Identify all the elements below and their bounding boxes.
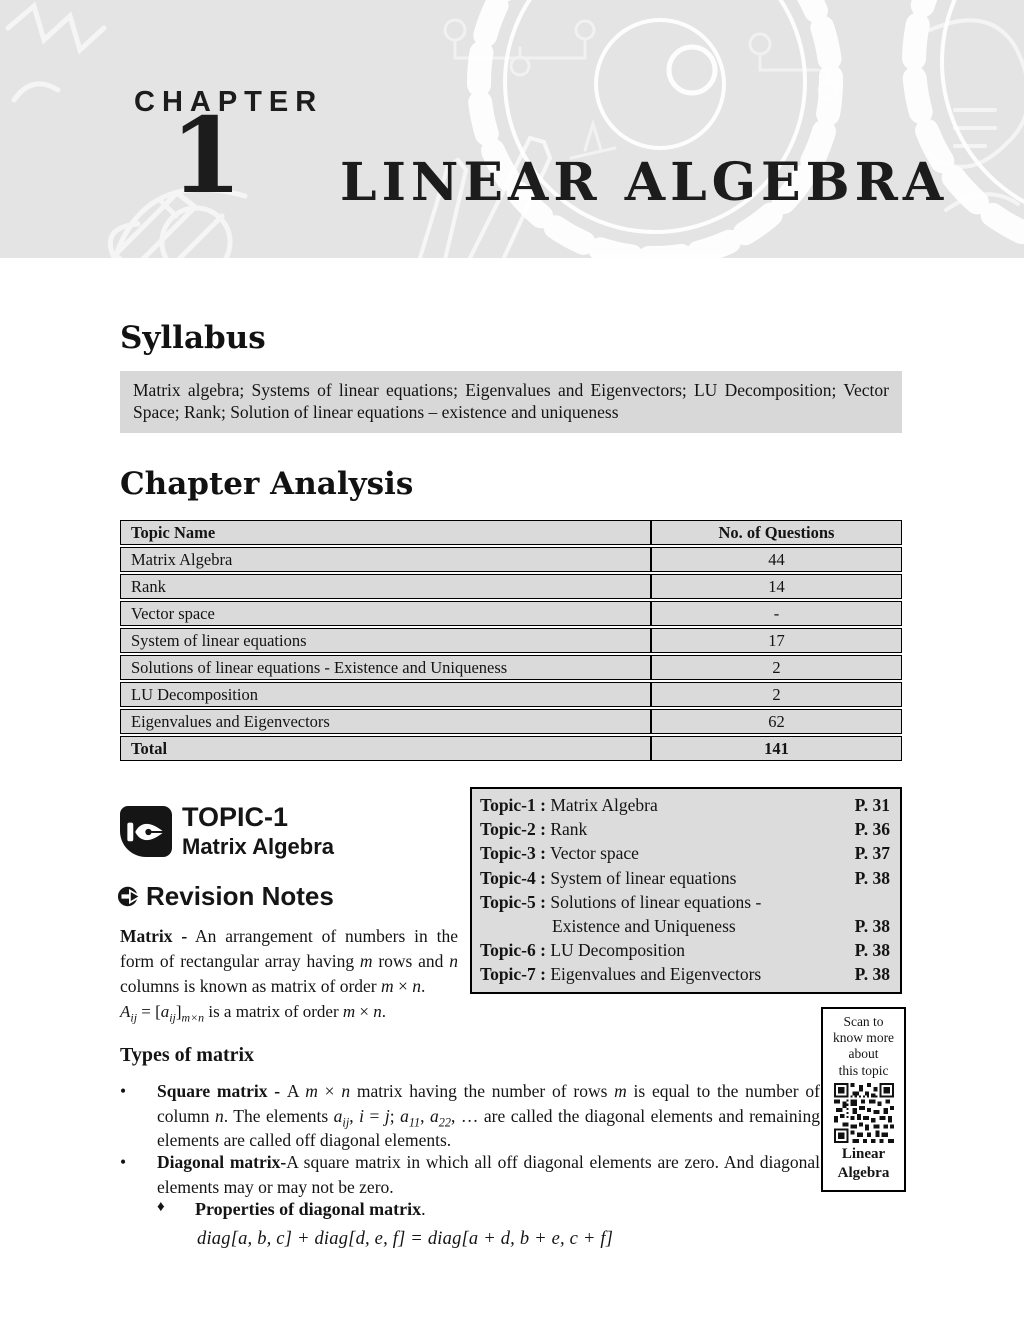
var-n: n [373,1002,382,1021]
var-m: m [614,1081,627,1101]
subscript-ij: ij [169,1010,176,1025]
bullet-icon: • [120,1081,127,1101]
qr-panel [821,1007,906,1192]
topics-index [470,787,902,994]
table-row [120,628,902,653]
topic-index-name: LU Decomposition [550,940,685,961]
topic-index-name: Eigenvalues and Eigenvectors [550,964,762,985]
chapter-analysis-table [120,518,902,763]
topic-name-cell: Matrix Algebra [120,547,651,572]
var-a: a [160,1002,170,1021]
topics-index-row [480,866,890,890]
properties-item [157,1199,426,1220]
topic-index-name: Vector space [550,843,639,864]
subscript-ij: ij [342,1115,350,1129]
chapter-analysis-heading: Chapter Analysis [120,466,414,502]
qr-caption [826,1014,901,1079]
period: . [381,1002,387,1021]
equals-bracket: = [ [137,1002,161,1021]
matrix-definition [120,924,458,999]
text: , … are called the diagonal elements and remaining elements are called off diagonal elements. [157,1105,821,1150]
topic-index-label: Topic-5 : [480,891,546,912]
properties-title: Properties of diagonal matrix [195,1199,422,1219]
topic-name-cell: Rank [120,574,651,599]
question-count-cell: 17 [651,628,902,653]
subscript-22: 22 [438,1115,452,1129]
question-count-cell: - [651,601,902,626]
syllabus-heading: Syllabus [120,320,266,356]
qr-topic-name [826,1145,901,1183]
topic-index-page: P. 37 [854,843,890,864]
question-count-cell: 62 [651,709,902,734]
topic-index-label: Topic-2 : [480,819,546,840]
qr-code-icon [834,1083,894,1143]
chapter-title: LINEAR ALGEBRA [340,152,949,213]
text: , [420,1105,431,1126]
question-count-cell: 2 [651,655,902,680]
qr-caption-line: know more [832,1030,895,1046]
text: is equal to the number of column [157,1081,820,1126]
times-sign: × [317,1081,342,1101]
text: ; [389,1105,401,1126]
topic-index-label: Topic-1 : [480,795,546,815]
qr-caption-line: this topic [838,1062,889,1078]
var-j: j [384,1105,390,1126]
topics-index-row [480,817,890,841]
circle-arrow-icon [117,885,141,908]
topic-index-label: Topic-7 : [480,964,546,985]
topics-index-row [480,841,890,865]
table-row [120,709,902,734]
text: = [363,1105,385,1126]
times-sign: × [393,976,413,996]
total-label-cell: Total [120,736,651,761]
square-matrix-item [120,1079,820,1153]
topic-index-name: Solutions of linear equations - [550,891,762,912]
table-row [120,682,902,707]
topics-index-row [480,890,890,938]
topics-index-row [480,938,890,962]
topic-name-cell: LU Decomposition [120,682,651,707]
topic-label: TOPIC-1 [182,802,289,832]
table-header-row [120,520,902,545]
topic-name-cell: System of linear equations [120,628,651,653]
topic-index-name: Matrix Algebra [550,795,658,815]
topic-index-page: P. 31 [854,795,890,815]
diamond-icon: ♦ [157,1199,165,1215]
topic-index-page: P. 36 [854,819,890,840]
var-a: a [430,1105,439,1126]
var-m: m [359,951,373,971]
diag-fn: diag [314,1229,349,1249]
subscript-11: 11 [408,1115,421,1129]
total-value-cell: 141 [651,736,902,761]
topics-index-row [480,962,890,986]
sketch-doodles-icon [0,0,1024,258]
var-m: m [381,976,394,996]
matrix-def-text: An arrangement of numbers in the form of rectangular array having [120,926,458,971]
chapter-number: 1 [170,94,243,217]
var-m: m [342,1002,356,1021]
bracket-group: [a, b, c] [230,1229,293,1249]
square-matrix-term: Square matrix - [157,1081,287,1101]
topic-index-name-line2: Existence and Uniqueness [552,916,736,937]
diag-fn: diag [197,1229,231,1249]
diagonal-matrix-text [157,1150,820,1199]
question-count-cell: 14 [651,574,902,599]
var-m: m [305,1081,318,1101]
diagonal-matrix-item [120,1150,820,1199]
topic-index-page: P. 38 [854,964,890,985]
topic-title: Matrix Algebra [182,834,335,859]
qr-topic-line: Algebra [837,1164,890,1181]
var-n: n [214,1105,224,1126]
types-of-matrix-heading: Types of matrix [120,1044,255,1066]
equals-sign: = [405,1229,428,1249]
text: A [286,1081,306,1101]
topic-name-header: Topic Name [120,520,651,545]
close-bracket: ] [175,1002,182,1021]
topic-index-label: Topic-3 : [480,843,546,864]
topic-name-cell: Solutions of linear equations - Existence and Uniqueness [120,655,651,680]
times-sign: × [355,1002,374,1021]
diag-formula [197,1229,613,1250]
pen-nib-icon [120,806,172,857]
diag-fn: diag [427,1229,462,1249]
chapter-banner [0,0,1024,258]
matrix-def-text: columns is known as matrix of order [120,976,381,996]
qr-caption-line: Scan to [843,1014,884,1029]
topic-index-page: P. 38 [854,940,890,961]
table-row [120,655,902,680]
var-a: a [333,1105,343,1126]
topic-index-label: Topic-4 : [480,867,546,888]
table-row [120,601,902,626]
matrix-def-text: rows and [372,951,450,971]
var-A: A [120,1002,131,1021]
chapter-label: CHAPTER [134,86,324,118]
table-row [120,547,902,572]
diagonal-matrix-term: Diagonal matrix- [157,1152,287,1172]
table-row [120,574,902,599]
text: , [349,1105,360,1126]
var-n: n [341,1081,351,1101]
topic-name-cell: Eigenvalues and Eigenvectors [120,709,651,734]
revision-notes-title: Revision Notes [146,881,334,911]
topic-index-page: P. 38 [854,916,890,937]
question-count-cell: 2 [651,682,902,707]
bullet-icon: • [120,1152,127,1172]
period: . [421,976,426,996]
matrix-term: Matrix - [120,926,188,946]
bracket-group: [d, e, f] [348,1229,406,1249]
subscript-mxn: m×n [181,1010,205,1025]
topic-index-label: Topic-6 : [480,940,546,961]
table-total-row [120,736,902,761]
topic-name-cell: Vector space [120,601,651,626]
qr-topic-line: Linear [841,1145,886,1162]
var-i: i [359,1105,364,1126]
var-n: n [449,951,458,971]
topic-index-name: System of linear equations [550,867,737,888]
text: . The elements [223,1105,334,1126]
square-matrix-text [157,1079,820,1153]
topics-index-row [480,793,890,817]
var-n: n [412,976,422,996]
bracket-group: [a + d, b + e, c + f] [461,1229,614,1249]
topic-badge [120,806,172,857]
plus-sign: + [292,1229,315,1249]
revision-notes-heading [117,881,334,912]
var-a: a [400,1105,409,1126]
subscript-ij: ij [130,1010,137,1025]
text: matrix having the number of rows [350,1081,615,1101]
qr-caption-line: about [848,1046,879,1062]
topic-index-name: Rank [550,819,588,840]
period: . [421,1199,426,1219]
topic-index-page: P. 38 [854,867,890,888]
matrix-order-formula [120,999,480,1024]
question-count-header: No. of Questions [651,520,902,545]
formula-text: is a matrix of order [204,1002,343,1021]
syllabus-box: Matrix algebra; Systems of linear equations; Eigenvalues and Eigenvectors; LU Decomposition; Vector Space; Rank; Solution of linear equations – existence and uniqueness [120,371,902,433]
question-count-cell: 44 [651,547,902,572]
text: A square matrix in which all off diagonal elements are zero. And diagonal elements may or may not be zero. [157,1152,820,1197]
